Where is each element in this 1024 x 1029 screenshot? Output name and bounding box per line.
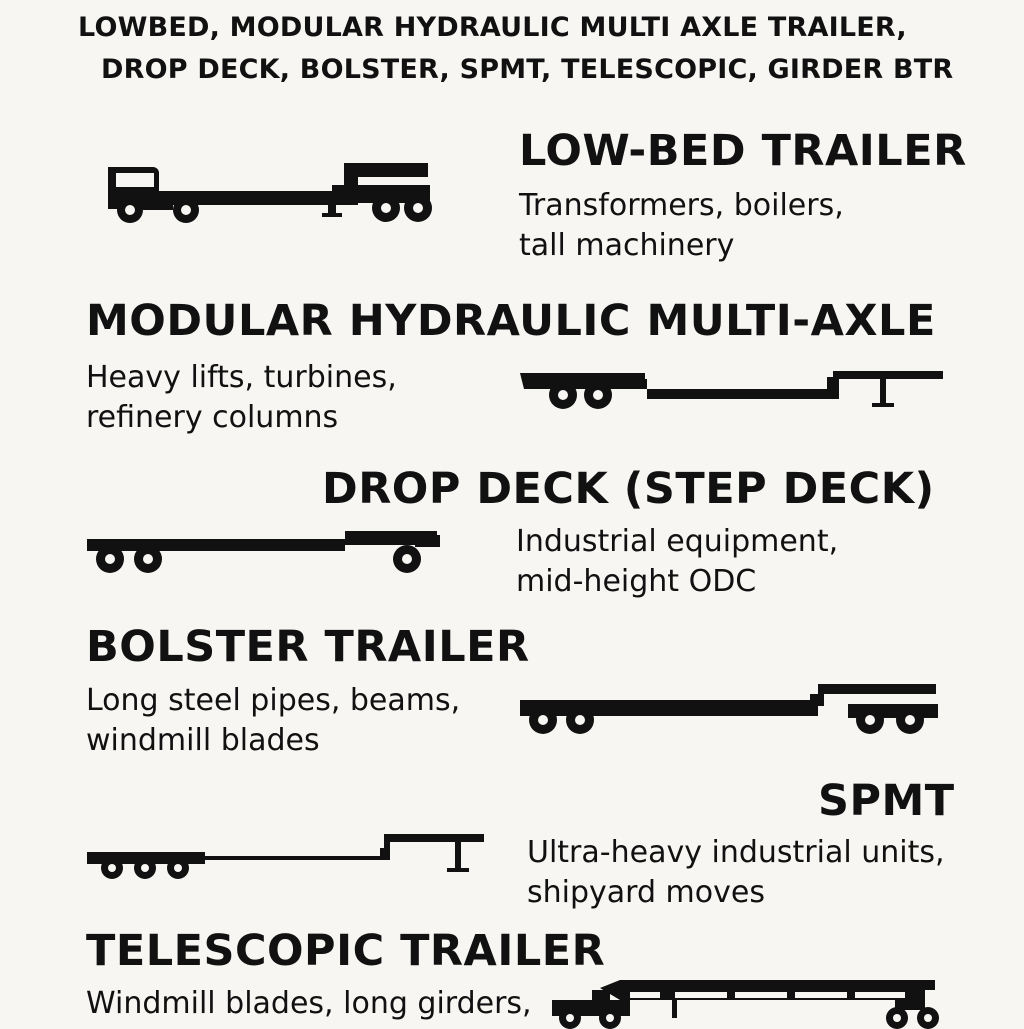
section-desc-lowbed xyxy=(519,186,844,266)
spmt-trailer-icon xyxy=(85,830,490,885)
telescopic-trailer-icon xyxy=(550,974,950,1029)
desc-line: Windmill blades, long girders, xyxy=(86,986,532,1021)
section-title-multi-axle: MODULAR HYDRAULIC MULTI-AXLE xyxy=(86,296,936,346)
section-title-lowbed: LOW-BED TRAILER xyxy=(519,126,967,176)
bolster-trailer-icon xyxy=(518,680,943,740)
section-title-bolster: BOLSTER TRAILER xyxy=(86,622,530,672)
desc-line: Heavy lifts, turbines, xyxy=(86,360,397,395)
desc-line: mid-height ODC xyxy=(516,564,757,599)
header-line-1: LOWBED, MODULAR HYDRAULIC MULTI AXLE TRAILER, xyxy=(78,12,907,43)
lowbed-trailer-with-tractor-icon xyxy=(100,155,450,230)
multi-axle-trailer-icon xyxy=(518,365,943,415)
section-title-drop-deck: DROP DECK (STEP DECK) xyxy=(322,464,935,514)
desc-line: Ultra-heavy industrial units, xyxy=(527,835,945,870)
desc-line: Industrial equipment, xyxy=(516,524,839,559)
header-line-2: DROP DECK, BOLSTER, SPMT, TELESCOPIC, GIRDER BTR xyxy=(101,54,954,85)
desc-line: shipyard moves xyxy=(527,875,765,910)
desc-line: windmill blades xyxy=(86,723,320,758)
section-title-spmt: SPMT xyxy=(818,776,955,826)
desc-line: tall machinery xyxy=(519,228,735,263)
section-desc-multi-axle xyxy=(86,358,397,438)
desc-line: Long steel pipes, beams, xyxy=(86,683,461,718)
section-desc-bolster xyxy=(86,681,460,761)
desc-line: Transformers, boilers, xyxy=(519,188,844,223)
desc-line: refinery columns xyxy=(86,400,339,435)
section-desc-drop-deck xyxy=(516,522,838,602)
section-title-telescopic: TELESCOPIC TRAILER xyxy=(86,926,606,976)
section-desc-telescopic xyxy=(86,984,532,1024)
section-desc-spmt xyxy=(527,833,945,913)
drop-deck-trailer-icon xyxy=(85,525,445,580)
